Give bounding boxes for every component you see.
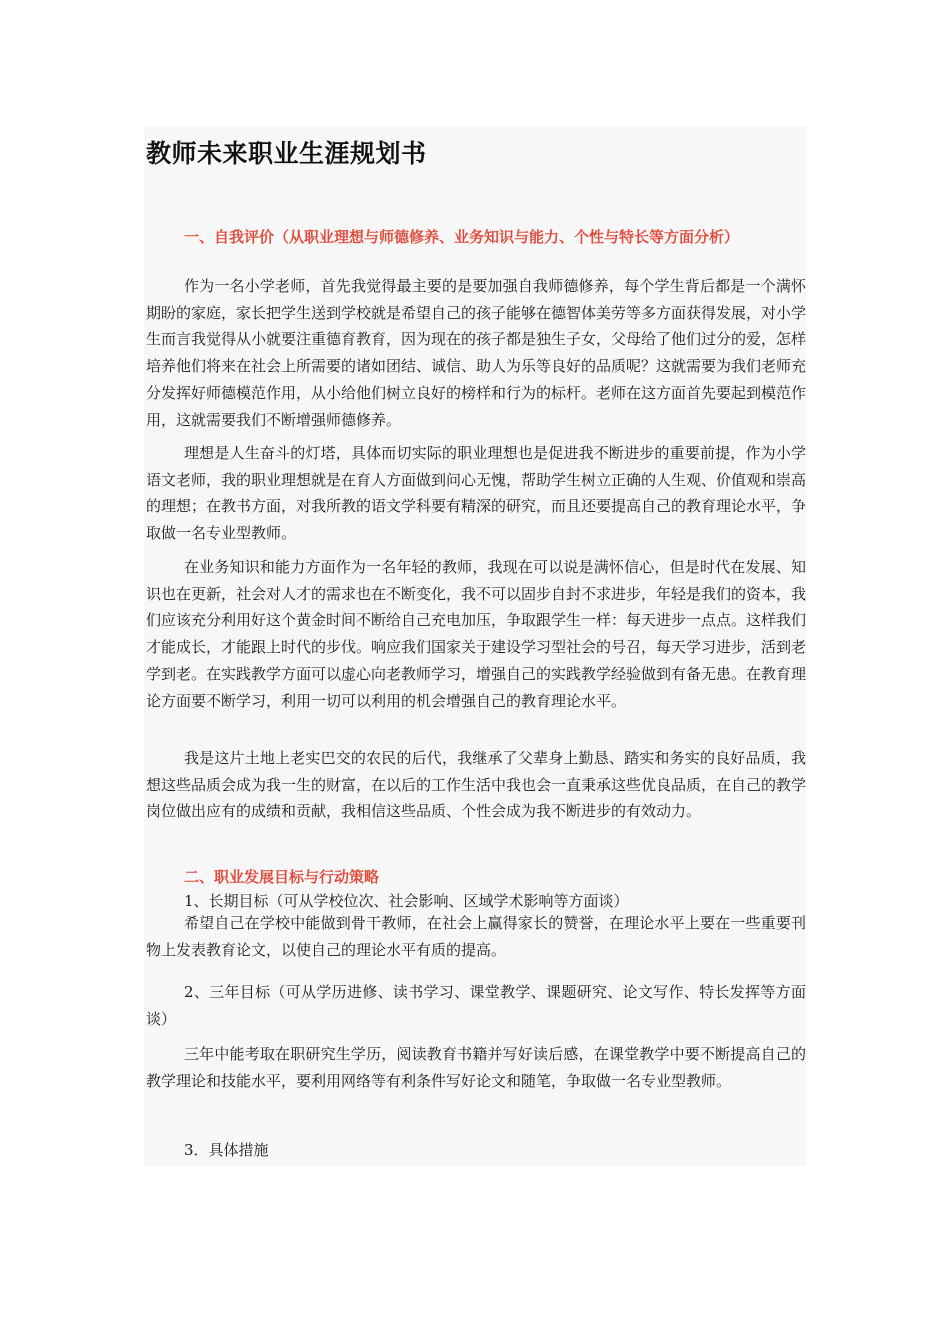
three-year-goal-text: 三年中能考取在职研究生学历，阅读教育书籍并写好读后感，在课堂教学中要不断提高自己的教学理论和技能水平，要利用网络等有利条件写好论文和随笔，争取做一名专业型教师。 xyxy=(146,1045,806,1090)
long-term-goal-text: 希望自己在学校中能做到骨干教师，在社会上赢得家长的赞誉，在理论水平上要在一些重要刊物上发表教育论文，以使自己的理论水平有质的提高。 xyxy=(146,914,806,959)
measures-label: 3．具体措施 xyxy=(184,1141,269,1159)
paragraph-knowledge: 在业务知识和能力方面作为一名年轻的教师，我现在可以说是满怀信心，但是时代在发展、知识也在更新，社会对人才的需求也在不断变化，我不可以固步自封不求进步，年轻是我们的资本，我们应该充分利用好这个黄金时间不断给自己充电加压，争取跟学生一样：每天进步一点点。这样我们才能成长，才能跟上时代的步伐。响应我们国家关于建设学习型社会的号召，每天学习进步，活到老学到老。在实践教学方面可以虚心向老教师学习，增强自己的实践教学经验做到有备无患。在教育理论方面要不断学习，利用一切可以利用的机会增强自己的教育理论水平。 xyxy=(146,558,807,710)
paragraph-ethics: 作为一名小学老师，首先我觉得最主要的是要加强自我师德修养，每个学生背后都是一个满怀期盼的家庭，家长把学生送到学校就是希望自己的孩子能够在德智体美劳等多方面获得发展，对小学生而言我觉得从小就要注重德育教育，因为现在的孩子都是独生子女，父母给了他们过分的爱，怎样培养他们将来在社会上所需要的诸如团结、诚信、助人为乐等良好的品质呢？这就需要为我们老师充分发挥好师德模范作用，从小给他们树立良好的榜样和行为的标杆。老师在这方面首先要起到模范作用，这就需要我们不断增强师德修养。 xyxy=(146,277,807,429)
long-term-goal-label: 1、长期目标（可从学校位次、社会影响、区域学术影响等方面谈） xyxy=(184,892,629,910)
section-heading-goals: 二、职业发展目标与行动策略 xyxy=(184,868,380,886)
document-title: 教师未来职业生涯规划书 xyxy=(146,139,427,168)
paragraph-ideal: 理想是人生奋斗的灯塔，具体而切实际的职业理想也是促进我不断进步的重要前提，作为小学语文老师，我的职业理想就是在育人方面做到问心无愧，帮助学生树立正确的人生观、价值观和崇高的理想；在教书方面，对我所教的语文学科要有精深的研究，而且还要提高自己的教育理论水平，争取做一名专业型教师。 xyxy=(146,444,807,543)
three-year-goal-label: 2、三年目标（可从学历进修、读书学习、课堂教学、课题研究、论文写作、特长发挥等方面谈） xyxy=(146,983,806,1028)
section-heading-self-evaluation: 一、自我评价（从职业理想与师德修养、业务知识与能力、个性与特长等方面分析） xyxy=(184,228,740,246)
paragraph-character: 我是这片土地上老实巴交的农民的后代，我继承了父辈身上勤恳、踏实和务实的良好品质，我想这些品质会成为我一生的财富，在以后的工作生活中我也会一直秉承这些优良品质，在自己的教学岗位做出应有的成绩和贡献，我相信这些品质、个性会成为我不断进步的有效动力。 xyxy=(146,749,807,821)
